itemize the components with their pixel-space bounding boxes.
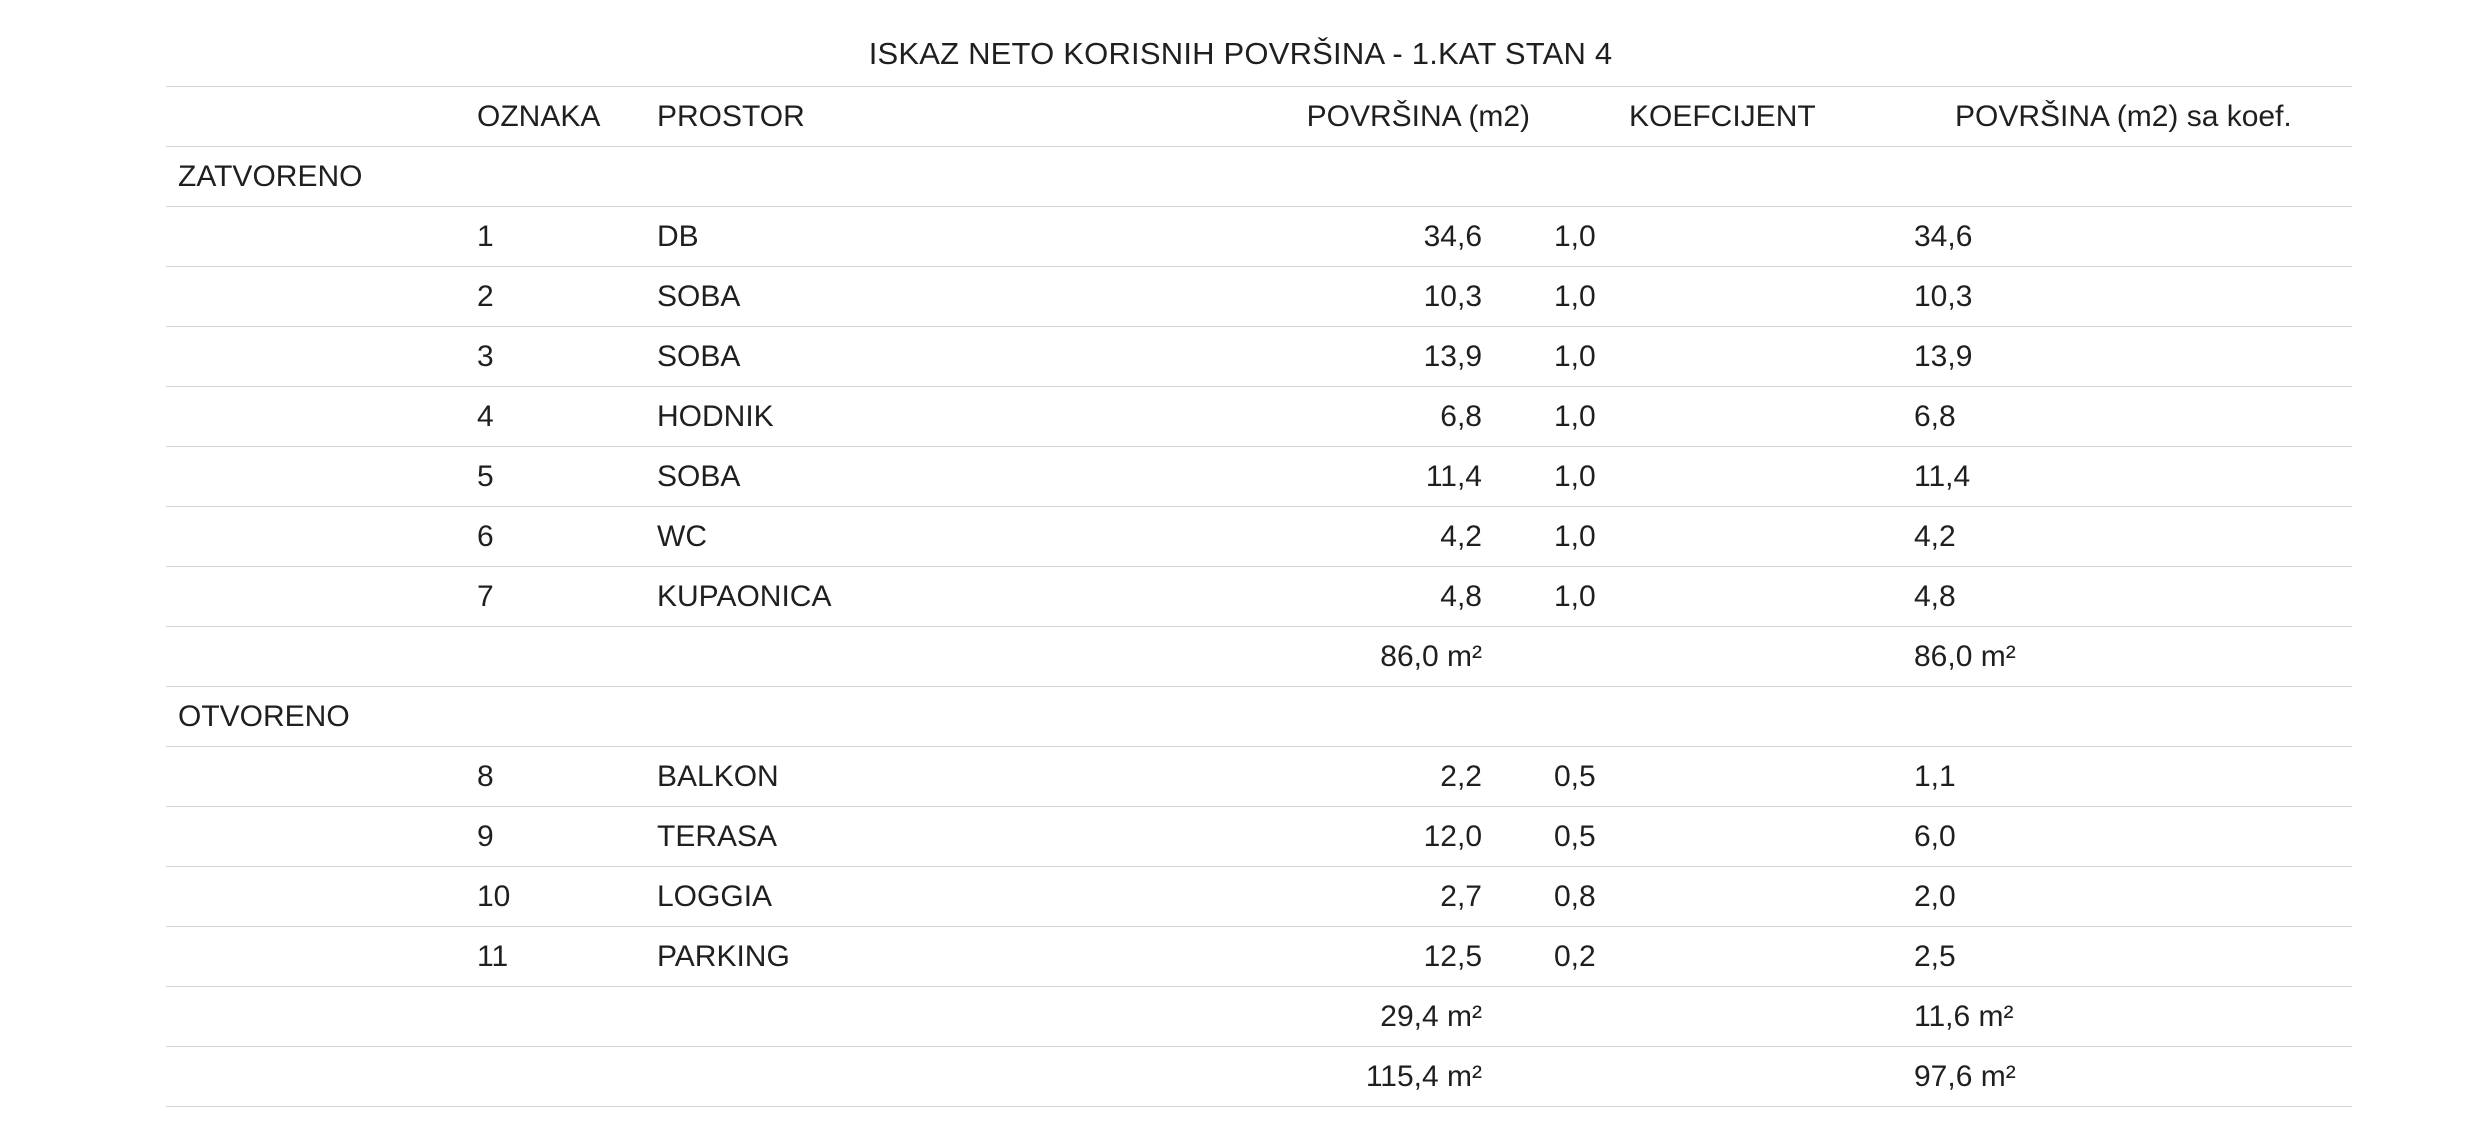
- prostor-cell: SOBA: [657, 340, 741, 373]
- subtotal-povrsina: 86,0 m²: [1380, 640, 1482, 673]
- povrsina-cell: 10,3: [1423, 280, 1482, 313]
- section-row-otvoreno: [166, 687, 2352, 747]
- koef-cell: 1,0: [1554, 220, 1596, 253]
- section-label: OTVORENO: [178, 700, 350, 733]
- povrsina-koef-cell: 2,5: [1914, 940, 1956, 973]
- table-row: [166, 867, 2352, 927]
- table-row: [166, 327, 2352, 387]
- koef-cell: 1,0: [1554, 280, 1596, 313]
- table-row: [166, 387, 2352, 447]
- table-row: [166, 207, 2352, 267]
- area-table: [166, 86, 2352, 1107]
- prostor-cell: BALKON: [657, 760, 779, 793]
- koef-cell: 1,0: [1554, 400, 1596, 433]
- prostor-cell: PARKING: [657, 940, 790, 973]
- total-povrsina-koef: 97,6 m²: [1914, 1060, 2016, 1093]
- header-oznaka: OZNAKA: [477, 100, 601, 133]
- povrsina-cell: 11,4: [1425, 460, 1482, 493]
- prostor-cell: SOBA: [657, 280, 741, 313]
- koef-cell: 0,5: [1554, 820, 1596, 853]
- table-row: [166, 447, 2352, 507]
- koef-cell: 0,2: [1554, 940, 1596, 973]
- oznaka-cell: 9: [477, 820, 494, 853]
- table-row: [166, 807, 2352, 867]
- header-koeficijent: KOEFCIJENT: [1629, 100, 1816, 133]
- oznaka-cell: 10: [477, 880, 511, 913]
- total-povrsina: 115,4 m²: [1365, 1060, 1482, 1093]
- prostor-cell: TERASA: [657, 820, 778, 853]
- koef-cell: 1,0: [1554, 460, 1596, 493]
- prostor-cell: SOBA: [657, 460, 741, 493]
- subtotal-povrsina: 29,4 m²: [1380, 1000, 1482, 1033]
- oznaka-cell: 6: [477, 520, 494, 553]
- section-row-zatvoreno: [166, 147, 2352, 207]
- table-row: [166, 927, 2352, 987]
- povrsina-cell: 2,2: [1440, 760, 1482, 793]
- povrsina-koef-cell: 4,2: [1914, 520, 1956, 553]
- povrsina-koef-cell: 11,4: [1914, 460, 1971, 493]
- koef-cell: 0,8: [1554, 880, 1596, 913]
- povrsina-koef-cell: 10,3: [1914, 280, 1973, 313]
- koef-cell: 1,0: [1554, 580, 1596, 613]
- subtotal-povrsina-koef: 11,6 m²: [1914, 1000, 2014, 1033]
- povrsina-cell: 12,0: [1423, 820, 1482, 853]
- povrsina-koef-cell: 13,9: [1914, 340, 1973, 373]
- povrsina-koef-cell: 1,1: [1914, 760, 1956, 793]
- povrsina-koef-cell: 4,8: [1914, 580, 1956, 613]
- povrsina-koef-cell: 2,0: [1914, 880, 1956, 913]
- povrsina-koef-cell: 34,6: [1914, 220, 1973, 253]
- subtotal-povrsina-koef: 86,0 m²: [1914, 640, 2016, 673]
- prostor-cell: HODNIK: [657, 400, 774, 433]
- header-povrsina-koef: POVRŠINA (m2) sa koef.: [1955, 100, 2292, 133]
- povrsina-cell: 6,8: [1440, 400, 1482, 433]
- header-prostor: PROSTOR: [657, 100, 805, 133]
- povrsina-cell: 2,7: [1440, 880, 1482, 913]
- table-row: [166, 507, 2352, 567]
- header-povrsina: POVRŠINA (m2): [1306, 100, 1530, 133]
- table-row: [166, 267, 2352, 327]
- povrsina-cell: 12,5: [1423, 940, 1482, 973]
- povrsina-koef-cell: 6,0: [1914, 820, 1956, 853]
- oznaka-cell: 3: [477, 340, 494, 373]
- subtotal-row-zatvoreno: [166, 627, 2352, 687]
- povrsina-cell: 4,2: [1440, 520, 1482, 553]
- povrsina-cell: 34,6: [1423, 220, 1482, 253]
- section-label: ZATVORENO: [178, 160, 363, 193]
- koef-cell: 1,0: [1554, 340, 1596, 373]
- prostor-cell: DB: [657, 220, 699, 253]
- povrsina-koef-cell: 6,8: [1914, 400, 1956, 433]
- subtotal-row-otvoreno: [166, 987, 2352, 1047]
- prostor-cell: LOGGIA: [657, 880, 773, 913]
- oznaka-cell: 11: [477, 940, 509, 973]
- oznaka-cell: 2: [477, 280, 494, 313]
- koef-cell: 0,5: [1554, 760, 1596, 793]
- table-row: [166, 747, 2352, 807]
- prostor-cell: KUPAONICA: [657, 580, 832, 613]
- prostor-cell: WC: [657, 520, 707, 553]
- povrsina-cell: 4,8: [1440, 580, 1482, 613]
- oznaka-cell: 4: [477, 400, 494, 433]
- oznaka-cell: 8: [477, 760, 494, 793]
- oznaka-cell: 5: [477, 460, 494, 493]
- header-row: [166, 87, 2352, 147]
- oznaka-cell: 7: [477, 580, 494, 613]
- table-row: [166, 567, 2352, 627]
- povrsina-cell: 13,9: [1423, 340, 1482, 373]
- total-row: [166, 1047, 2352, 1107]
- table-title: ISKAZ NETO KORISNIH POVRŠINA - 1.KAT STAN 4: [868, 36, 1613, 71]
- koef-cell: 1,0: [1554, 520, 1596, 553]
- oznaka-cell: 1: [477, 220, 494, 253]
